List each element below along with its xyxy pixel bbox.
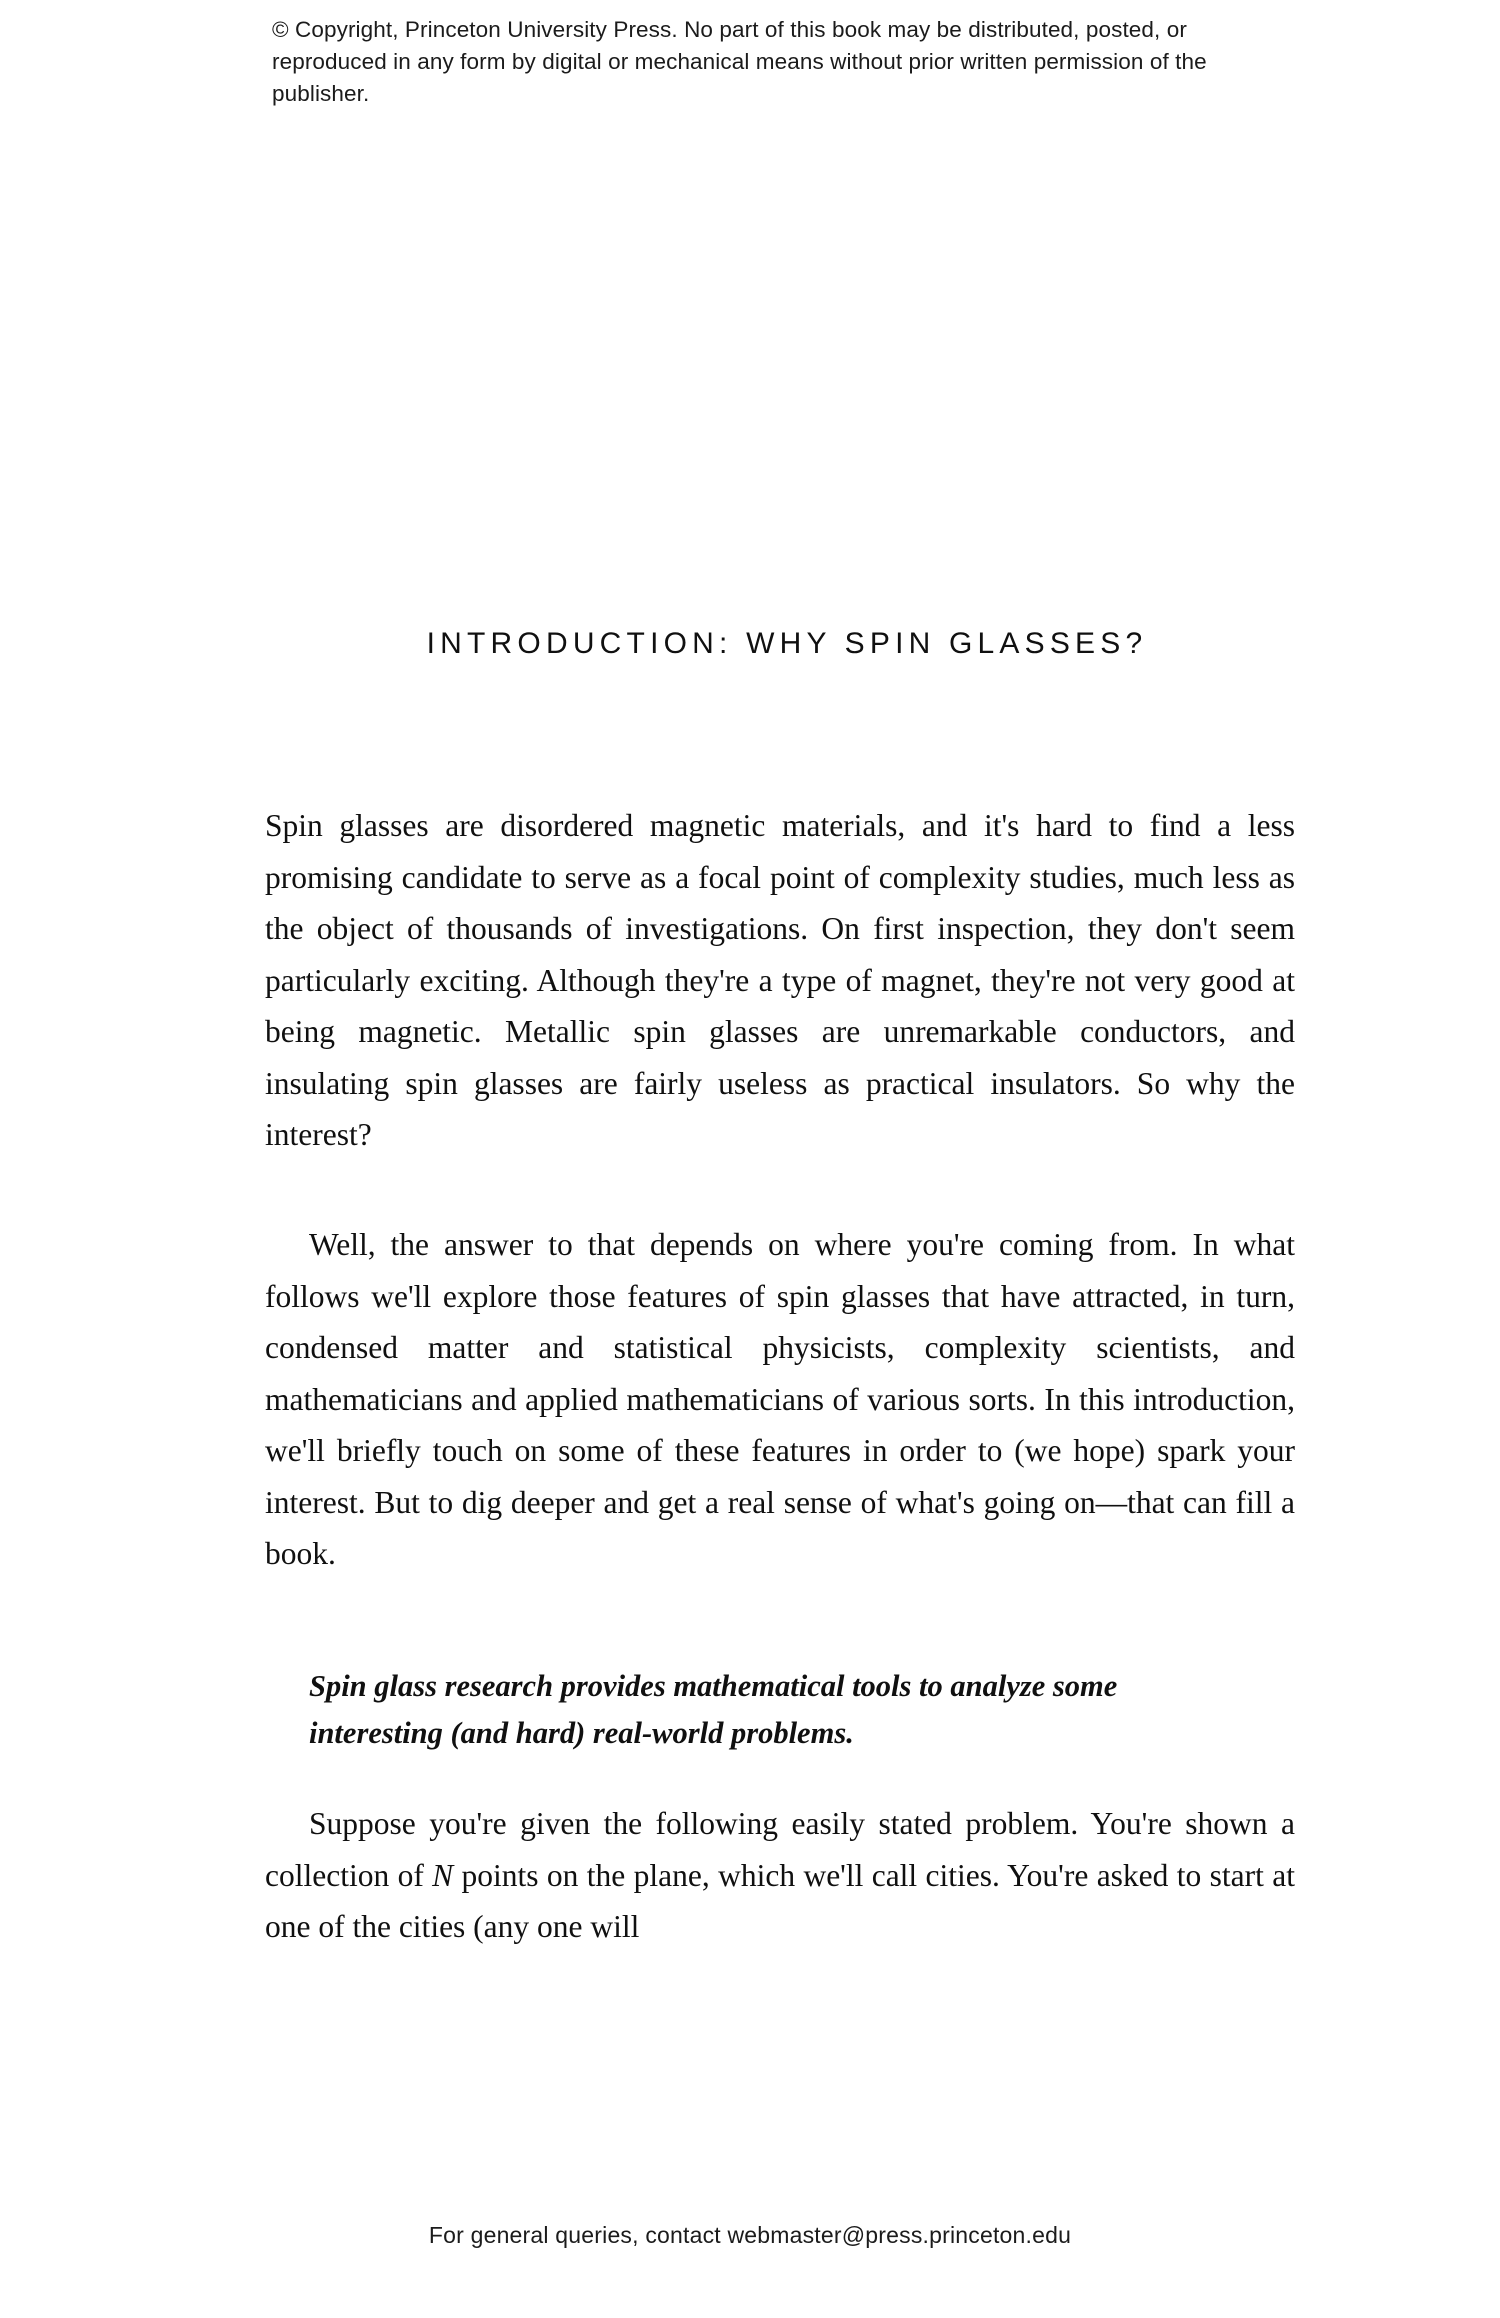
copyright-notice: © Copyright, Princeton University Press. No part of this book may be distributed, posted, or reproduced in any form by digital or mechanical means without prior written permission of the publisher. (272, 17, 1207, 106)
body-paragraph: Spin glasses are disordered magnetic materials, and it's hard to find a less promising candidate to serve as a focal point of complexity studies, much less as the object of thousands of investigations. On first inspection, they don't seem particularly exciting. Although they're a type of magnet, they're not very good at being magnetic. Metallic spin glasses are unremarkable conductors, and insulating spin glasses are fairly useless as practical insulators. So why the interest? (265, 808, 1295, 1152)
body-paragraph-1-container (265, 800, 1295, 1161)
closing-paragraph-prefix: Suppose you're given the following easily stated problem. You're shown a collection of (265, 1806, 1295, 1893)
body-paragraph-3-container (265, 1798, 1295, 1953)
pull-quote-container (265, 1663, 1295, 1756)
math-variable-n: N (432, 1857, 454, 1893)
pull-quote: Spin glass research provides mathematical tools to analyze some interesting (and hard) real-world problems. (309, 1669, 1118, 1750)
page-title: INTRODUCTION: WHY SPIN GLASSES? (426, 627, 1148, 660)
body-paragraph: Well, the answer to that depends on where you're coming from. In what follows we'll explore those features of spin glasses that have attracted, in turn, condensed matter and statistical physicists, complexity scientists, and mathematicians and applied mathematicians of various sorts. In this introduction, we'll briefly touch on some of these features in order to (we hope) spark your interest. But to dig deeper and get a real sense of what's going on—that can fill a book. (265, 1227, 1295, 1571)
footer-note: For general queries, contact webmaster@press.princeton.edu (428, 2222, 1072, 2248)
body-paragraph-2-container (265, 1219, 1295, 1580)
closing-paragraph-suffix: points on the plane, which we'll call cities. You're asked to start at one of the cities (any one will (265, 1857, 1295, 1944)
body-paragraph (265, 1798, 1295, 1953)
